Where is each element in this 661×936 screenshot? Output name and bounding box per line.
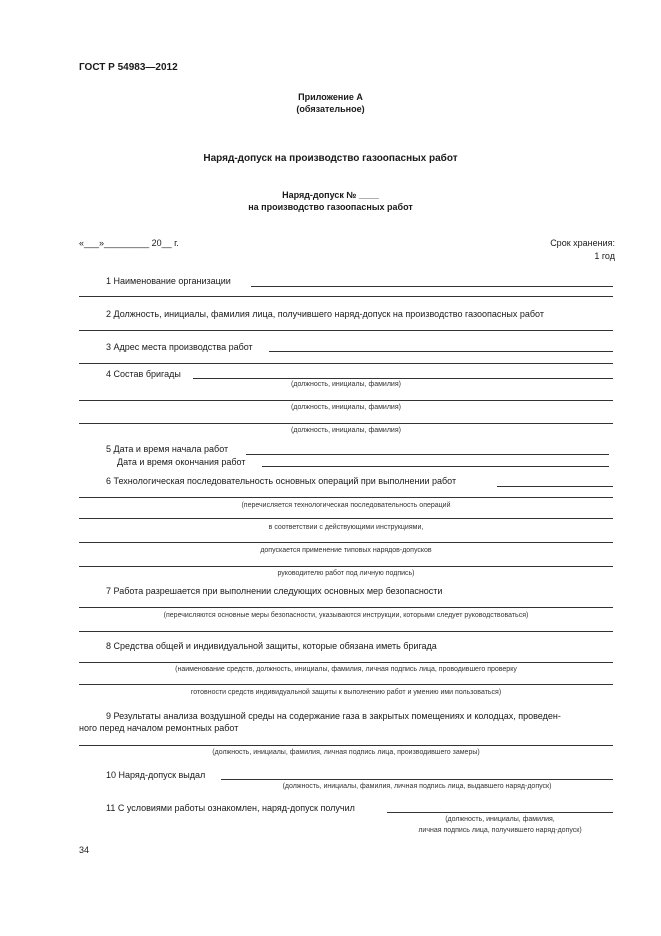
item-5-start-label: 5 Дата и время начала работ: [106, 444, 229, 454]
item-1-label: 1 Наименование организации: [106, 276, 231, 286]
item-6-caption-2: в соответствии с действующими инструкциями,: [268, 524, 424, 531]
item-7-field-2[interactable]: [79, 631, 613, 632]
item-6-label: 6 Технологическая последовательность основных операций при выполнении работ: [106, 476, 457, 486]
storage-label: Срок хранения:: [550, 238, 615, 248]
item-7-caption: (перечисляются основные меры безопасности, указываются инструкции, которыми следует руководствоваться): [163, 612, 529, 619]
form-number-line: Наряд-допуск № ____: [282, 190, 379, 200]
item-6-caption-4: руководителю работ под личную подпись): [277, 570, 415, 577]
item-2-label: 2 Должность, инициалы, фамилия лица, получившего наряд-допуск на производство газоопасных работ: [106, 309, 544, 319]
item-10-field[interactable]: [221, 779, 613, 780]
item-9-label-cont: ного перед началом ремонтных работ: [79, 723, 239, 733]
page-title: Наряд-допуск на производство газоопасных работ: [203, 153, 458, 164]
item-6-field[interactable]: [497, 486, 613, 487]
item-9-field[interactable]: [79, 745, 613, 746]
item-1-field-2[interactable]: [79, 296, 613, 297]
item-6-field-2[interactable]: [79, 497, 613, 498]
item-4-label: 4 Состав бригады: [106, 369, 181, 379]
item-8-field-2[interactable]: [79, 684, 613, 685]
item-2-field[interactable]: [79, 330, 613, 331]
item-5-end-label: Дата и время окончания работ: [117, 457, 246, 467]
storage-value: 1 год: [594, 251, 615, 261]
item-4-field-2[interactable]: [79, 400, 613, 401]
item-6-field-5[interactable]: [79, 566, 613, 567]
item-7-field[interactable]: [79, 607, 613, 608]
item-6-caption-1: (перечисляется технологическая последовательность операций: [241, 502, 451, 509]
item-4-caption-3: (должность, инициалы, фамилия): [291, 427, 401, 434]
item-6-field-3[interactable]: [79, 518, 613, 519]
item-10-caption: (должность, инициалы, фамилия, личная подпись лица, выдавшего наряд-допуск): [282, 783, 552, 790]
item-8-caption-1: (наименование средств, должность, инициалы, фамилия, личная подпись лица, проводившего проверку: [175, 666, 517, 673]
item-11-caption-2: личная подпись лица, получившего наряд-допуск): [418, 827, 582, 834]
appendix-note: (обязательное): [296, 104, 365, 114]
item-4-field-3[interactable]: [79, 423, 613, 424]
item-1-field[interactable]: [251, 286, 613, 287]
item-8-label: 8 Средства общей и индивидуальной защиты, которые обязана иметь бригада: [106, 641, 437, 651]
item-9-label: 9 Результаты анализа воздушной среды на содержание газа в закрытых помещениях и колодцах, проведен-: [106, 711, 561, 721]
item-3-field-2[interactable]: [79, 363, 613, 364]
item-9-caption: (должность, инициалы, фамилия, личная подпись лица, производившего замеры): [212, 749, 480, 756]
item-5-start-field[interactable]: [246, 454, 609, 455]
item-3-label: 3 Адрес места производства работ: [106, 342, 253, 352]
appendix-label: Приложение А: [298, 92, 363, 102]
item-10-label: 10 Наряд-допуск выдал: [106, 770, 206, 780]
item-11-caption-1: (должность, инициалы, фамилия,: [445, 816, 555, 823]
date-line: «___»_________ 20__ г.: [79, 238, 179, 248]
item-6-caption-3: допускается применение типовых нарядов-допусков: [260, 547, 432, 554]
item-3-field[interactable]: [269, 351, 613, 352]
item-4-caption-1: (должность, инициалы, фамилия): [291, 381, 401, 388]
item-11-label: 11 С условиями работы ознакомлен, наряд-допуск получил: [106, 803, 355, 813]
item-7-label: 7 Работа разрешается при выполнении следующих основных мер безопасности: [106, 586, 443, 596]
page-number: 34: [79, 845, 90, 855]
item-4-caption-2: (должность, инициалы, фамилия): [291, 404, 401, 411]
item-8-caption-2: готовности средств индивидуальной защиты к выполнению работ и умению ими пользоваться): [190, 689, 502, 696]
item-4-field-1[interactable]: [193, 378, 613, 379]
form-subtitle: на производство газоопасных работ: [248, 202, 413, 212]
item-11-field[interactable]: [387, 812, 613, 813]
item-8-field[interactable]: [79, 662, 613, 663]
item-5-end-field[interactable]: [262, 466, 609, 467]
standard-number: ГОСТ Р 54983—2012: [79, 62, 178, 73]
item-6-field-4[interactable]: [79, 542, 613, 543]
